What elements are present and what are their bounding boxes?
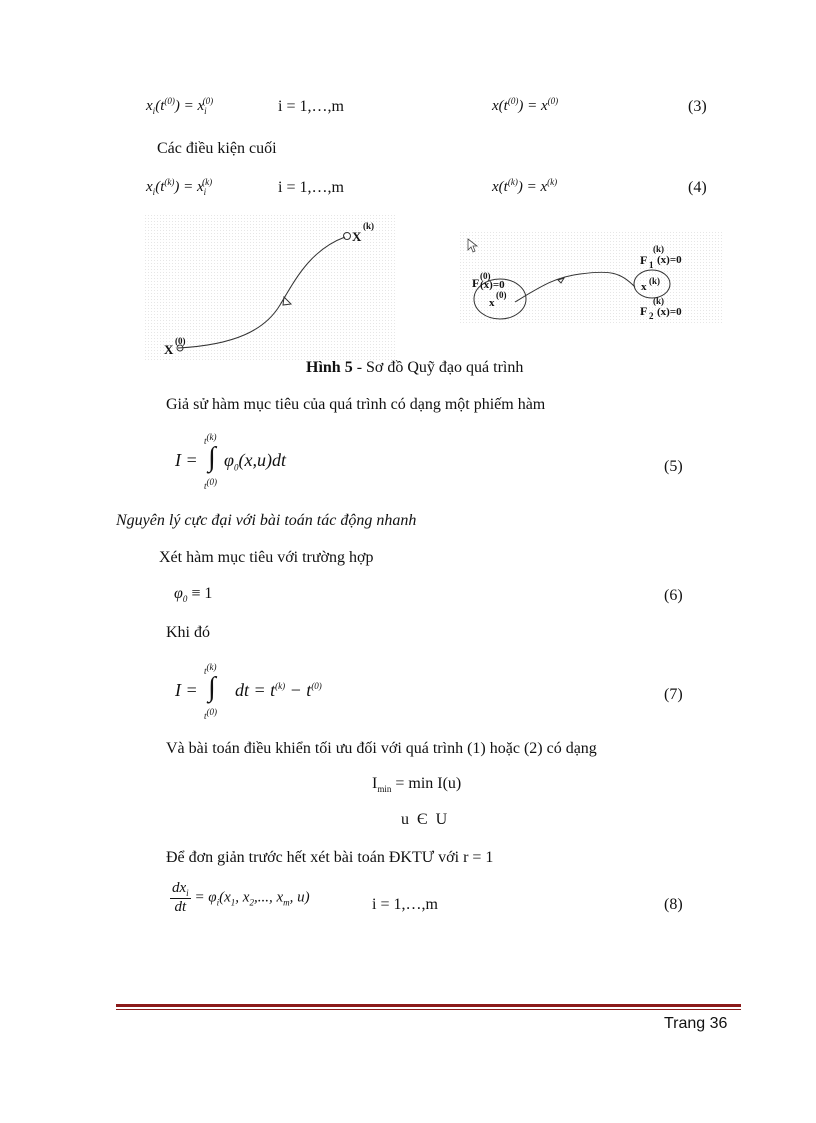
f2-rest: (x)=0: [657, 306, 682, 318]
eq4-component: $x_i(t^{(k)}) = x_i^{(k)}$: [146, 177, 213, 197]
eq7: [175, 660, 415, 720]
xk-label: x: [641, 281, 647, 293]
trajectory-diagram-left: [145, 215, 395, 360]
eq3-vector: $x(t^{(0)}) = x^{(0)}$: [492, 96, 559, 114]
start-label: X: [164, 342, 174, 357]
start-label-sup: (0): [175, 336, 186, 346]
eq5: [175, 430, 375, 490]
eq3-number: (3): [688, 98, 707, 115]
trajectory-diagram-right: [460, 232, 722, 324]
eq7-number: (7): [664, 686, 683, 703]
control-constraint: u Є U: [401, 811, 448, 828]
eq7-lower-limit: $t^{(0)}$: [204, 707, 218, 721]
eq5-integral-sign: ∫: [208, 442, 216, 473]
eq8: $\frac{dx_i}{dt}$ = $\varphi_i(x_1$, $x_2$,..., $x_m$, u): [172, 880, 310, 915]
f0-label: F: [472, 276, 480, 290]
eq8-fraction: $\frac{dx_i}{dt}$: [172, 880, 189, 915]
caption-text: - Sơ đồ Quỹ đạo quá trình: [352, 359, 524, 376]
figure-right-background: [460, 232, 722, 324]
eq5-integrand: $\varphi_0(x,u)dt$: [224, 450, 286, 473]
eq6: $\varphi_0 \equiv 1$: [174, 585, 213, 605]
f2-sub: 2: [649, 311, 654, 321]
eq7-lhs: I =: [175, 680, 198, 700]
f2-sup: (k): [653, 296, 664, 306]
eq3-range: i = 1,…,m: [278, 98, 344, 115]
eq7-integral-sign: ∫: [208, 672, 216, 703]
xk-sup: (k): [649, 276, 660, 286]
eq4-range: i = 1,…,m: [278, 179, 344, 196]
final-conditions-label: Các điều kiện cuối: [157, 140, 277, 157]
eq5-lower-limit: $t^{(0)}$: [204, 477, 218, 491]
f0-rest: (x)=0: [480, 279, 505, 291]
eq8-number: (8): [664, 896, 683, 913]
f1-rest: (x)=0: [657, 254, 682, 266]
figure-caption: [306, 359, 523, 377]
f1-sup: (k): [653, 244, 664, 254]
para-simple: Để đơn giản trước hết xét bài toán ĐKTƯ với r = 1: [166, 849, 494, 866]
para-case: Xét hàm mục tiêu với trường hợp: [159, 549, 374, 566]
eq6-number: (6): [664, 587, 683, 604]
eq3-component: $x_i(t^{(0)}) = x_i^{(0)}$: [146, 96, 214, 116]
para-then: Khi đó: [166, 624, 210, 641]
f1-label: F: [640, 253, 648, 267]
x0-label: x: [489, 297, 495, 309]
f1-sub: 1: [649, 260, 654, 270]
para-problem: Và bài toán điều khiển tối ưu đối với quá trình (1) hoặc (2) có dạng: [166, 740, 597, 757]
eq5-number: (5): [664, 458, 683, 475]
imin-expression: $I_{min} = \min I(u)$: [372, 775, 462, 795]
eq5-upper-limit: $t^{(k)}$: [204, 432, 217, 446]
eq7-upper-limit: $t^{(k)}$: [204, 662, 217, 676]
page-number: Trang 36: [664, 1015, 728, 1032]
footer-rule-thin: [116, 1009, 741, 1010]
eq8-range: i = 1,…,m: [372, 896, 438, 913]
eq5-lhs: I =: [175, 450, 198, 470]
f0-sup: (0): [480, 271, 491, 281]
f2-label: F: [640, 304, 648, 318]
caption-label: Hình 5: [306, 359, 353, 376]
end-label-sup: (k): [363, 221, 374, 231]
eq4-vector: $x(t^{(k)}) = x^{(k)}$: [492, 177, 558, 195]
end-label: X: [352, 229, 362, 244]
section-heading: Nguyên lý cực đại với bài toán tác động nhanh: [116, 512, 417, 529]
footer-rule-thick: [116, 1004, 741, 1007]
para-objective: Giả sử hàm mục tiêu của quá trình có dạng một phiếm hàm: [166, 396, 546, 413]
eq7-body: dt = $t^{(k)} - t^{(0)}$: [235, 680, 322, 700]
eq4-number: (4): [688, 179, 707, 196]
x0-sup: (0): [496, 290, 507, 300]
